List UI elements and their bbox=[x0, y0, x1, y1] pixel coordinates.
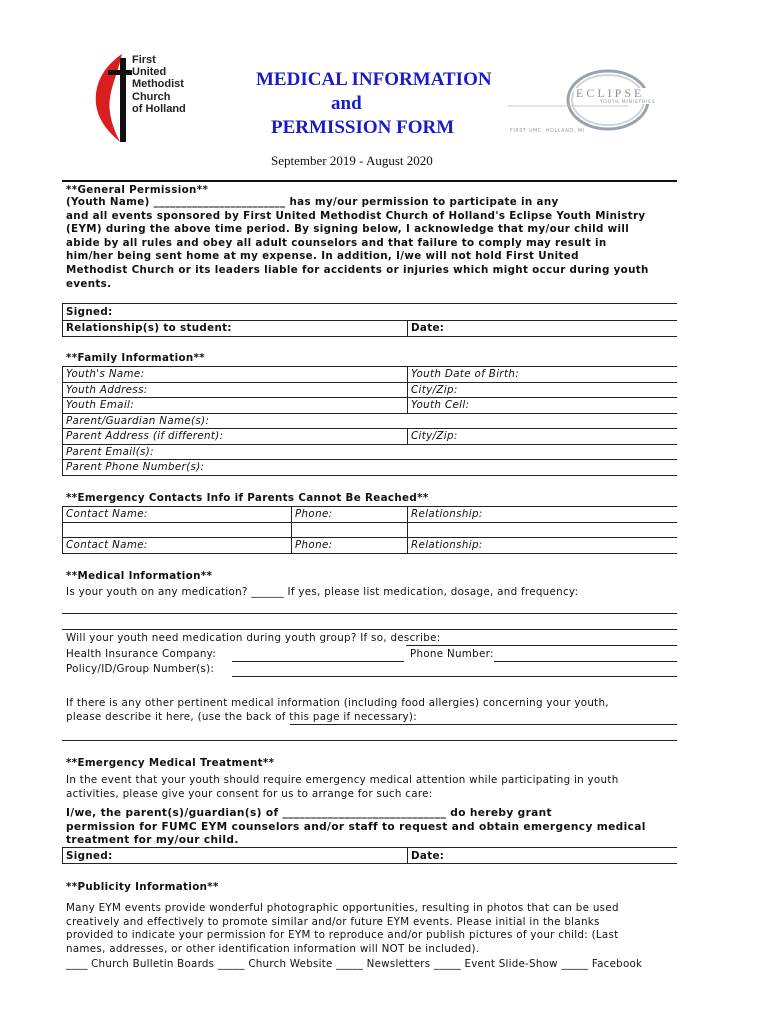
rule bbox=[62, 428, 677, 429]
youth-group-medication-question: Will your youth need medication during youth group? If so, describe: bbox=[66, 632, 441, 644]
treatment-consent-line: treatment for my/our child. bbox=[66, 834, 239, 847]
treatment-heading: **Emergency Medical Treatment** bbox=[66, 757, 275, 769]
insurance-phone-field[interactable] bbox=[494, 661, 677, 662]
publicity-line: Many EYM events provide wonderful photographic opportunities, resulting in photos that can be used bbox=[66, 902, 619, 914]
page-title-line3: PERMISSION FORM bbox=[271, 117, 455, 138]
youth-name-field[interactable]: Youth's Name: bbox=[66, 368, 145, 380]
contact2-name-field[interactable]: Contact Name: bbox=[66, 539, 148, 551]
rule bbox=[62, 382, 677, 383]
rule bbox=[62, 475, 677, 476]
rule bbox=[62, 522, 677, 523]
contact1-name-field[interactable]: Contact Name: bbox=[66, 508, 148, 520]
rule bbox=[290, 724, 677, 725]
church-logo-line: Church bbox=[132, 90, 171, 103]
parent-phone-field[interactable]: Parent Phone Number(s): bbox=[66, 461, 205, 473]
rule bbox=[62, 553, 677, 554]
insurance-label: Health Insurance Company: bbox=[66, 648, 217, 660]
page-title-line1: MEDICAL INFORMATION bbox=[256, 69, 492, 90]
insurance-company-field[interactable] bbox=[232, 661, 404, 662]
general-line: (Youth Name) ________________________ has my/our permission to participate in any bbox=[66, 196, 559, 208]
rule bbox=[62, 336, 677, 337]
medication-answer-line[interactable] bbox=[62, 613, 677, 614]
policy-label: Policy/ID/Group Number(s): bbox=[66, 663, 215, 675]
publicity-options[interactable]: ____ Church Bulletin Boards _____ Church Website _____ Newsletters _____ Event Slide-Show _____ Facebook bbox=[66, 958, 643, 970]
general-relationship-field[interactable]: Relationship(s) to student: bbox=[66, 322, 232, 334]
parent-email-field[interactable]: Parent Email(s): bbox=[66, 446, 154, 458]
publicity-line: provided to indicate your permission for EYM to reproduce and/or publish pictures of your child: (Last bbox=[66, 929, 619, 942]
rule bbox=[62, 303, 677, 304]
church-logo-line: Methodist bbox=[132, 78, 184, 91]
eclipse-logo-name: ECLIPSE bbox=[576, 86, 645, 100]
treatment-intro-line2: activities, please give your consent for us to arrange for such care: bbox=[66, 788, 433, 800]
church-logo-line: United bbox=[132, 66, 167, 79]
rule bbox=[62, 320, 677, 321]
page-title-line2: and bbox=[331, 93, 362, 114]
other-medical-line1: If there is any other pertinent medical information (including food allergies) concerning your youth, bbox=[66, 697, 609, 709]
rule bbox=[62, 444, 677, 445]
date-range: September 2019 - August 2020 bbox=[271, 153, 433, 168]
publicity-line: creatively and effectively to promote similar and/or future EYM events. Please initial in the blanks bbox=[66, 915, 600, 928]
rule bbox=[407, 366, 408, 413]
policy-number-field[interactable] bbox=[232, 676, 677, 677]
rule bbox=[407, 506, 408, 553]
treatment-consent-paragraph bbox=[66, 807, 676, 848]
insurance-phone-label: Phone Number: bbox=[410, 648, 494, 660]
youth-address-field[interactable]: Youth Address: bbox=[66, 384, 148, 396]
rule bbox=[406, 645, 677, 646]
general-line: him/her being sent home at my expense. In addition, I/we will not hold First United bbox=[66, 250, 579, 263]
rule bbox=[62, 537, 677, 538]
youth-cell-field[interactable]: Youth Cell: bbox=[411, 399, 470, 411]
contact2-phone-field[interactable]: Phone: bbox=[295, 539, 333, 551]
cross-flame-icon bbox=[92, 52, 132, 144]
rule bbox=[62, 506, 677, 507]
medication-question: Is your youth on any medication? ______ If yes, please list medication, dosage, and frequency: bbox=[66, 586, 579, 598]
medication-answer-line[interactable] bbox=[62, 629, 677, 630]
treatment-intro-line1: In the event that your youth should require emergency medical attention while participating in youth bbox=[66, 774, 619, 786]
rule bbox=[407, 847, 408, 863]
publicity-paragraph bbox=[66, 902, 681, 956]
rule bbox=[62, 366, 677, 367]
publicity-heading: **Publicity Information** bbox=[66, 881, 219, 893]
general-line: abide by all rules and obey all adult counselors and that failure to comply may result in bbox=[66, 236, 607, 249]
rule bbox=[62, 847, 63, 863]
treatment-date-field[interactable]: Date: bbox=[411, 850, 445, 862]
general-line: and all events sponsored by First United Methodist Church of Holland's Eclipse Youth Ministry bbox=[66, 209, 646, 222]
parent-city-zip-field[interactable]: City/Zip: bbox=[411, 430, 458, 442]
family-heading: **Family Information** bbox=[66, 352, 206, 364]
general-date-field[interactable]: Date: bbox=[411, 322, 445, 334]
publicity-line: names, addresses, or other identification information will NOT be included). bbox=[66, 942, 480, 955]
eclipse-logo-sub: YOUTH MINISTRIES bbox=[600, 100, 656, 105]
rule bbox=[62, 413, 677, 414]
treatment-consent-line: I/we, the parent(s)/guardian(s) of _____________________________ do hereby grant bbox=[66, 807, 552, 819]
church-logo-line: First bbox=[132, 54, 156, 66]
treatment-signed-field[interactable]: Signed: bbox=[66, 850, 113, 862]
header-divider bbox=[62, 180, 677, 182]
general-line: Methodist Church or its leaders liable for accidents or injuries which might occur during youth bbox=[66, 263, 649, 276]
general-paragraph bbox=[66, 196, 676, 291]
rule bbox=[62, 397, 677, 398]
contact1-relationship-field[interactable]: Relationship: bbox=[411, 508, 483, 520]
treatment-consent-line: permission for FUMC EYM counselors and/or staff to request and obtain emergency medical bbox=[66, 820, 646, 833]
rule bbox=[62, 847, 677, 848]
rule bbox=[62, 506, 63, 553]
parent-name-field[interactable]: Parent/Guardian Name(s): bbox=[66, 415, 210, 427]
other-medical-line2: please describe it here, (use the back of this page if necessary): bbox=[66, 711, 418, 723]
youth-city-zip-field[interactable]: City/Zip: bbox=[411, 384, 458, 396]
eclipse-logo-footer: FIRST UMC, HOLLAND, MI bbox=[510, 128, 585, 134]
contact1-phone-field[interactable]: Phone: bbox=[295, 508, 333, 520]
church-logo-line: of Holland bbox=[132, 102, 186, 115]
rule bbox=[62, 863, 677, 864]
emergency-contacts-heading: **Emergency Contacts Info if Parents Cannot Be Reached** bbox=[66, 492, 429, 504]
general-line: events. bbox=[66, 277, 112, 290]
youth-dob-field[interactable]: Youth Date of Birth: bbox=[411, 368, 520, 380]
general-signed-field[interactable]: Signed: bbox=[66, 306, 113, 318]
medical-heading: **Medical Information** bbox=[66, 570, 213, 582]
church-logo bbox=[92, 52, 202, 142]
rule bbox=[407, 320, 408, 336]
general-heading: **General Permission** bbox=[66, 184, 209, 196]
general-line: (EYM) during the above time period. By signing below, I acknowledge that my/our child will bbox=[66, 223, 630, 236]
eclipse-logo bbox=[508, 66, 668, 140]
other-medical-answer-line[interactable] bbox=[62, 740, 677, 741]
rule bbox=[291, 506, 292, 553]
contact2-relationship-field[interactable]: Relationship: bbox=[411, 539, 483, 551]
rule bbox=[62, 459, 677, 460]
parent-address-field[interactable]: Parent Address (if different): bbox=[66, 430, 224, 442]
rule bbox=[407, 428, 408, 444]
youth-email-field[interactable]: Youth Email: bbox=[66, 399, 135, 411]
